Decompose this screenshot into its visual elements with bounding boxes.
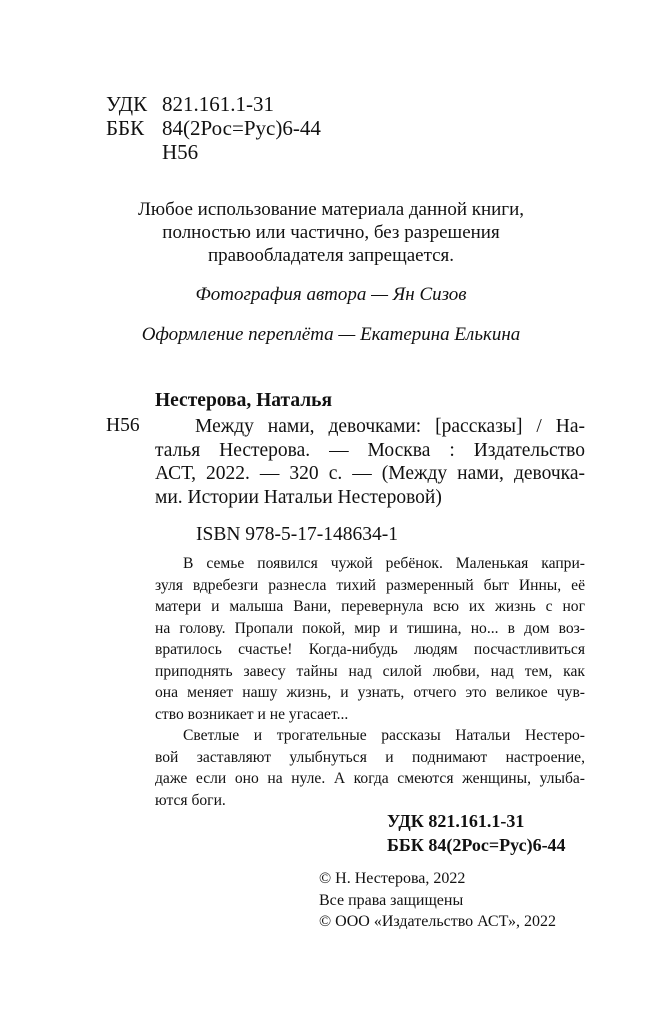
annotation-line: вой заставляют улыбнуться и поднимают настроение, — [155, 748, 585, 766]
notice-line: Любое использование материала данной книги, — [137, 199, 525, 220]
annotation-line: приподнять завесу тайны над силой любви, над тем, как — [155, 662, 585, 680]
annotation-line: вратилось счастье! Когда-нибудь людям посчастливиться — [155, 641, 585, 658]
classification-codes — [106, 91, 406, 171]
annotation-line: ются боги. — [155, 791, 226, 809]
author-mark: Н56 — [106, 415, 140, 436]
bib-line: талья Нестерова. — Москва : Издательство — [155, 439, 585, 461]
notice-line: полностью или частично, без разрешения — [162, 222, 500, 243]
annotation-line: на голову. Пропали покой, мир и тишина, но... в дом воз- — [155, 619, 585, 637]
udk-label: УДК — [106, 92, 148, 116]
photo-credit: Фотография автора — Ян Сизов — [195, 284, 467, 305]
notice-line: правообладателя запрещается. — [207, 245, 455, 266]
annotation-line: матери и малыша Вани, перевернула всю их жизнь с ног — [155, 598, 585, 615]
design-credit: Оформление переплёта — Екатерина Елькина — [141, 324, 521, 345]
copyright-line: © ООО «Издательство АСТ», 2022 — [319, 913, 556, 930]
bibliographic-description — [155, 415, 585, 509]
copyright-line: Все права защищены — [319, 891, 464, 909]
bib-line: Между нами, девочками: [рассказы] / На- — [195, 416, 585, 437]
bottom-codes — [387, 809, 566, 857]
annotation-line: В семье появился чужой ребёнок. Маленькая капри- — [183, 555, 585, 572]
annotation-line: ство возникает и не угасает... — [155, 705, 349, 723]
isbn: ISBN 978-5-17-148634-1 — [196, 524, 399, 545]
author-heading: Нестерова, Наталья — [155, 390, 333, 411]
usage-notice — [0, 198, 662, 267]
annotation-line: она меняет нашу жизнь, и узнать, отчего это великое чув- — [155, 684, 585, 701]
bib-line: ми. Истории Натальи Нестеровой) — [155, 486, 442, 508]
copyright-block — [319, 868, 556, 933]
annotation-line: Светлые и трогательные рассказы Натальи Нестеро- — [183, 727, 585, 744]
bbk-value: 84(2Рос=Рус)6-44 — [162, 116, 321, 140]
bottom-udk: УДК 821.161.1-31 — [387, 811, 525, 831]
udk-value: 821.161.1-31 — [162, 92, 274, 116]
bottom-bbk: ББК 84(2Рос=Рус)6-44 — [387, 835, 566, 855]
annotation-line: даже если оно на нуле. А когда смеются женщины, улыба- — [155, 770, 585, 787]
annotation — [155, 553, 585, 811]
bib-line: АСТ, 2022. — 320 с. — (Между нами, девочка- — [155, 463, 585, 484]
bbk-label: ББК — [106, 116, 145, 140]
copyright-line: © Н. Нестерова, 2022 — [319, 870, 466, 887]
annotation-line: зуля вдребезги разнесла тихий размеренный быт Инны, её — [155, 576, 585, 594]
author-mark-top: Н56 — [162, 140, 199, 164]
